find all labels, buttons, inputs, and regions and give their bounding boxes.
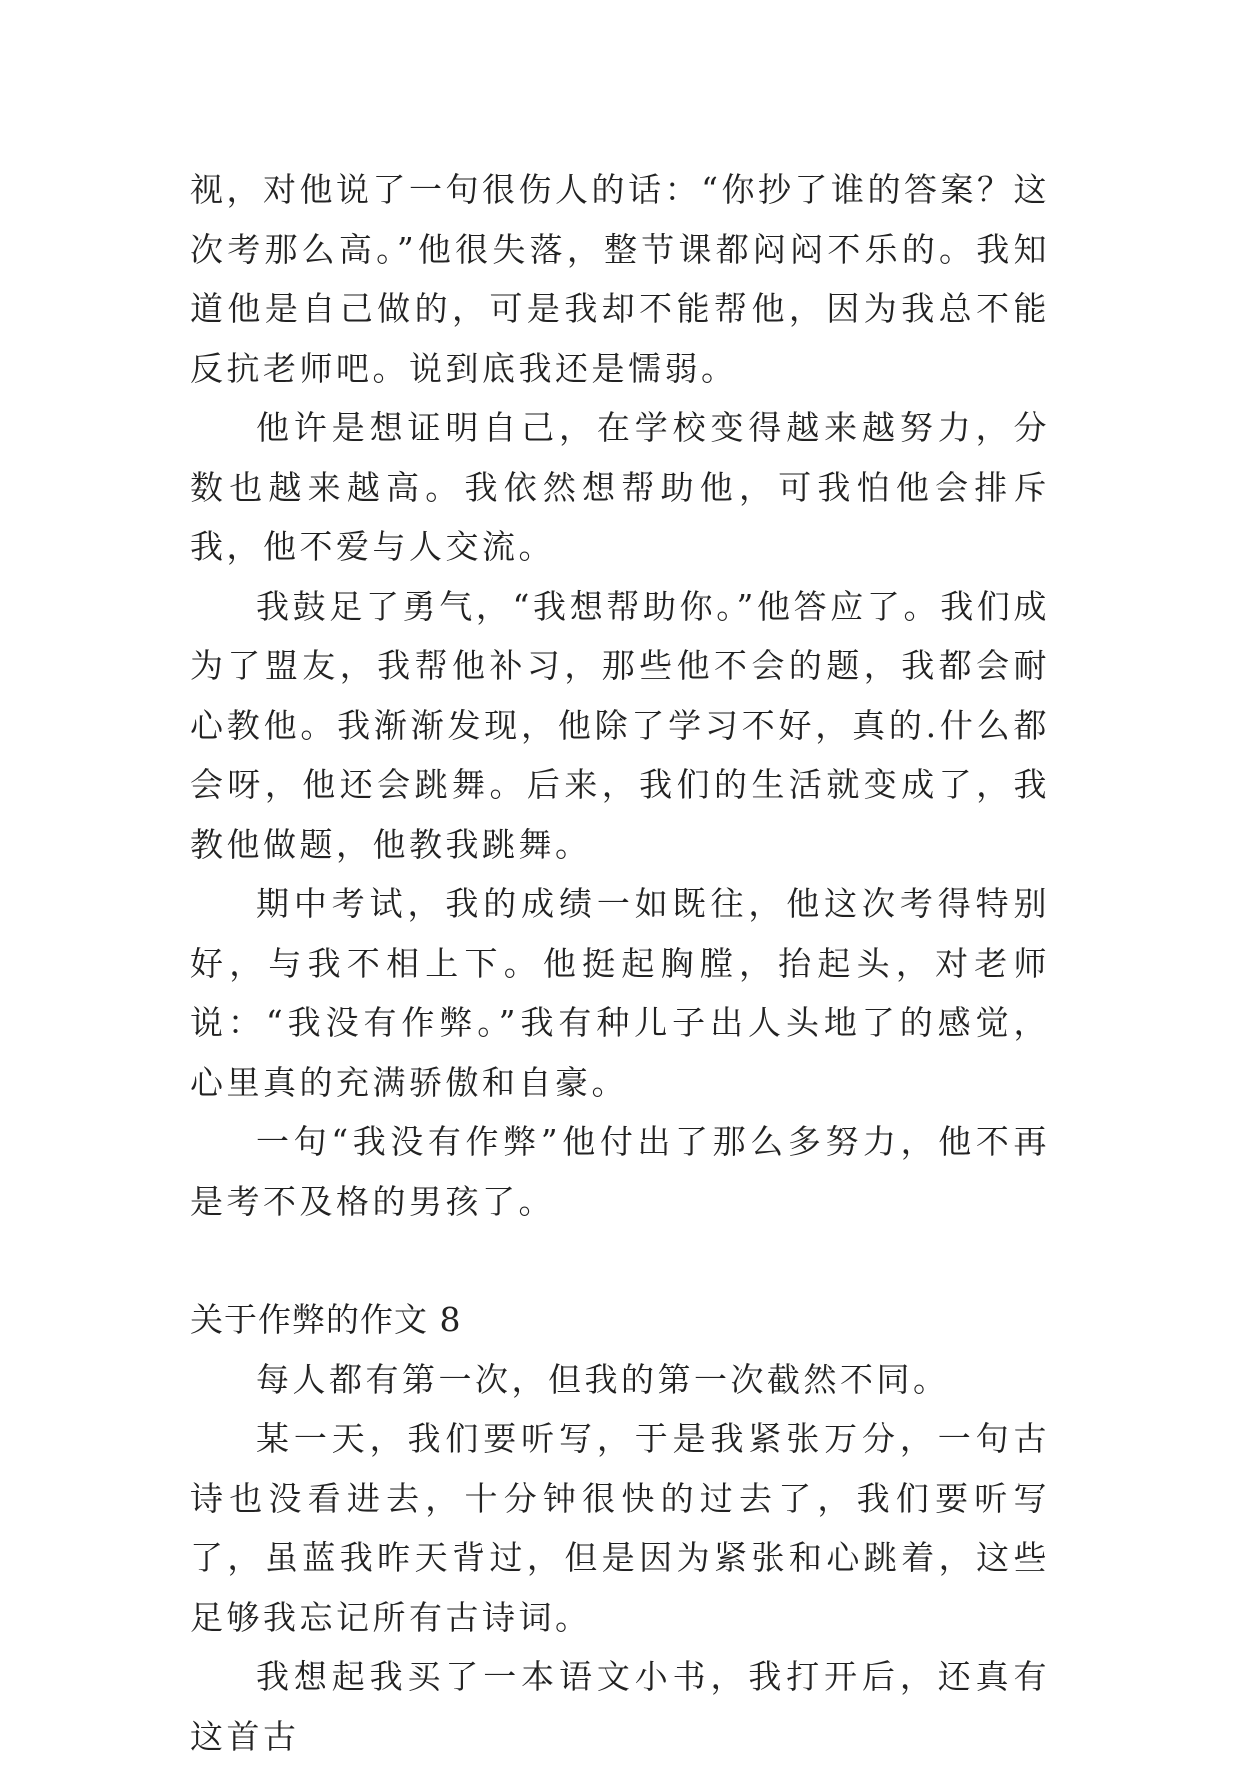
paragraph: 视，对他说了一句很伤人的话：“你抄了谁的答案？这次考那么高。”他很失落，整节课都闷闷不乐的。我知道他是自己做的，可是我却不能帮他，因为我总不能反抗老师吧。说到底我还是懦弱。 [190,170,1050,388]
paragraph: 每人都有第一次，但我的第一次截然不同。 [256,1359,950,1399]
document-body [190,160,1050,1766]
paragraph: 某一天，我们要听写，于是我紧张万分，一句古诗也没看进去，十分钟很快的过去了，我们要听写了，虽蓝我昨天背过，但是因为紧张和心跳着，这些足够我忘记所有古诗词。 [190,1419,1050,1637]
paragraph: 他许是想证明自己，在学校变得越来越努力，分数也越来越高。我依然想帮助他，可我怕他会排斥我，他不爱与人交流。 [190,408,1050,566]
paragraph: 期中考试，我的成绩一如既往，他这次考得特别好，与我不相上下。他挺起胸膛，抬起头，对老师说：“我没有作弊。”我有种儿子出人头地了的感觉，心里真的充满骄傲和自豪。 [190,884,1050,1102]
section-heading: 关于作弊的作文 8 [190,1300,462,1339]
paragraph: 我想起我买了一本语文小书，我打开后，还真有这首古 [190,1657,1050,1756]
paragraph: 一句“我没有作弊”他付出了那么多努力，他不再是考不及格的男孩了。 [190,1122,1050,1221]
paragraph: 我鼓足了勇气，“我想帮助你。”他答应了。我们成为了盟友，我帮他补习，那些他不会的题，我都会耐心教他。我渐渐发现，他除了学习不好，真的.什么都会呀，他还会跳舞。后来，我们的生活就变成了，我教他做题，他教我跳舞。 [190,586,1050,864]
